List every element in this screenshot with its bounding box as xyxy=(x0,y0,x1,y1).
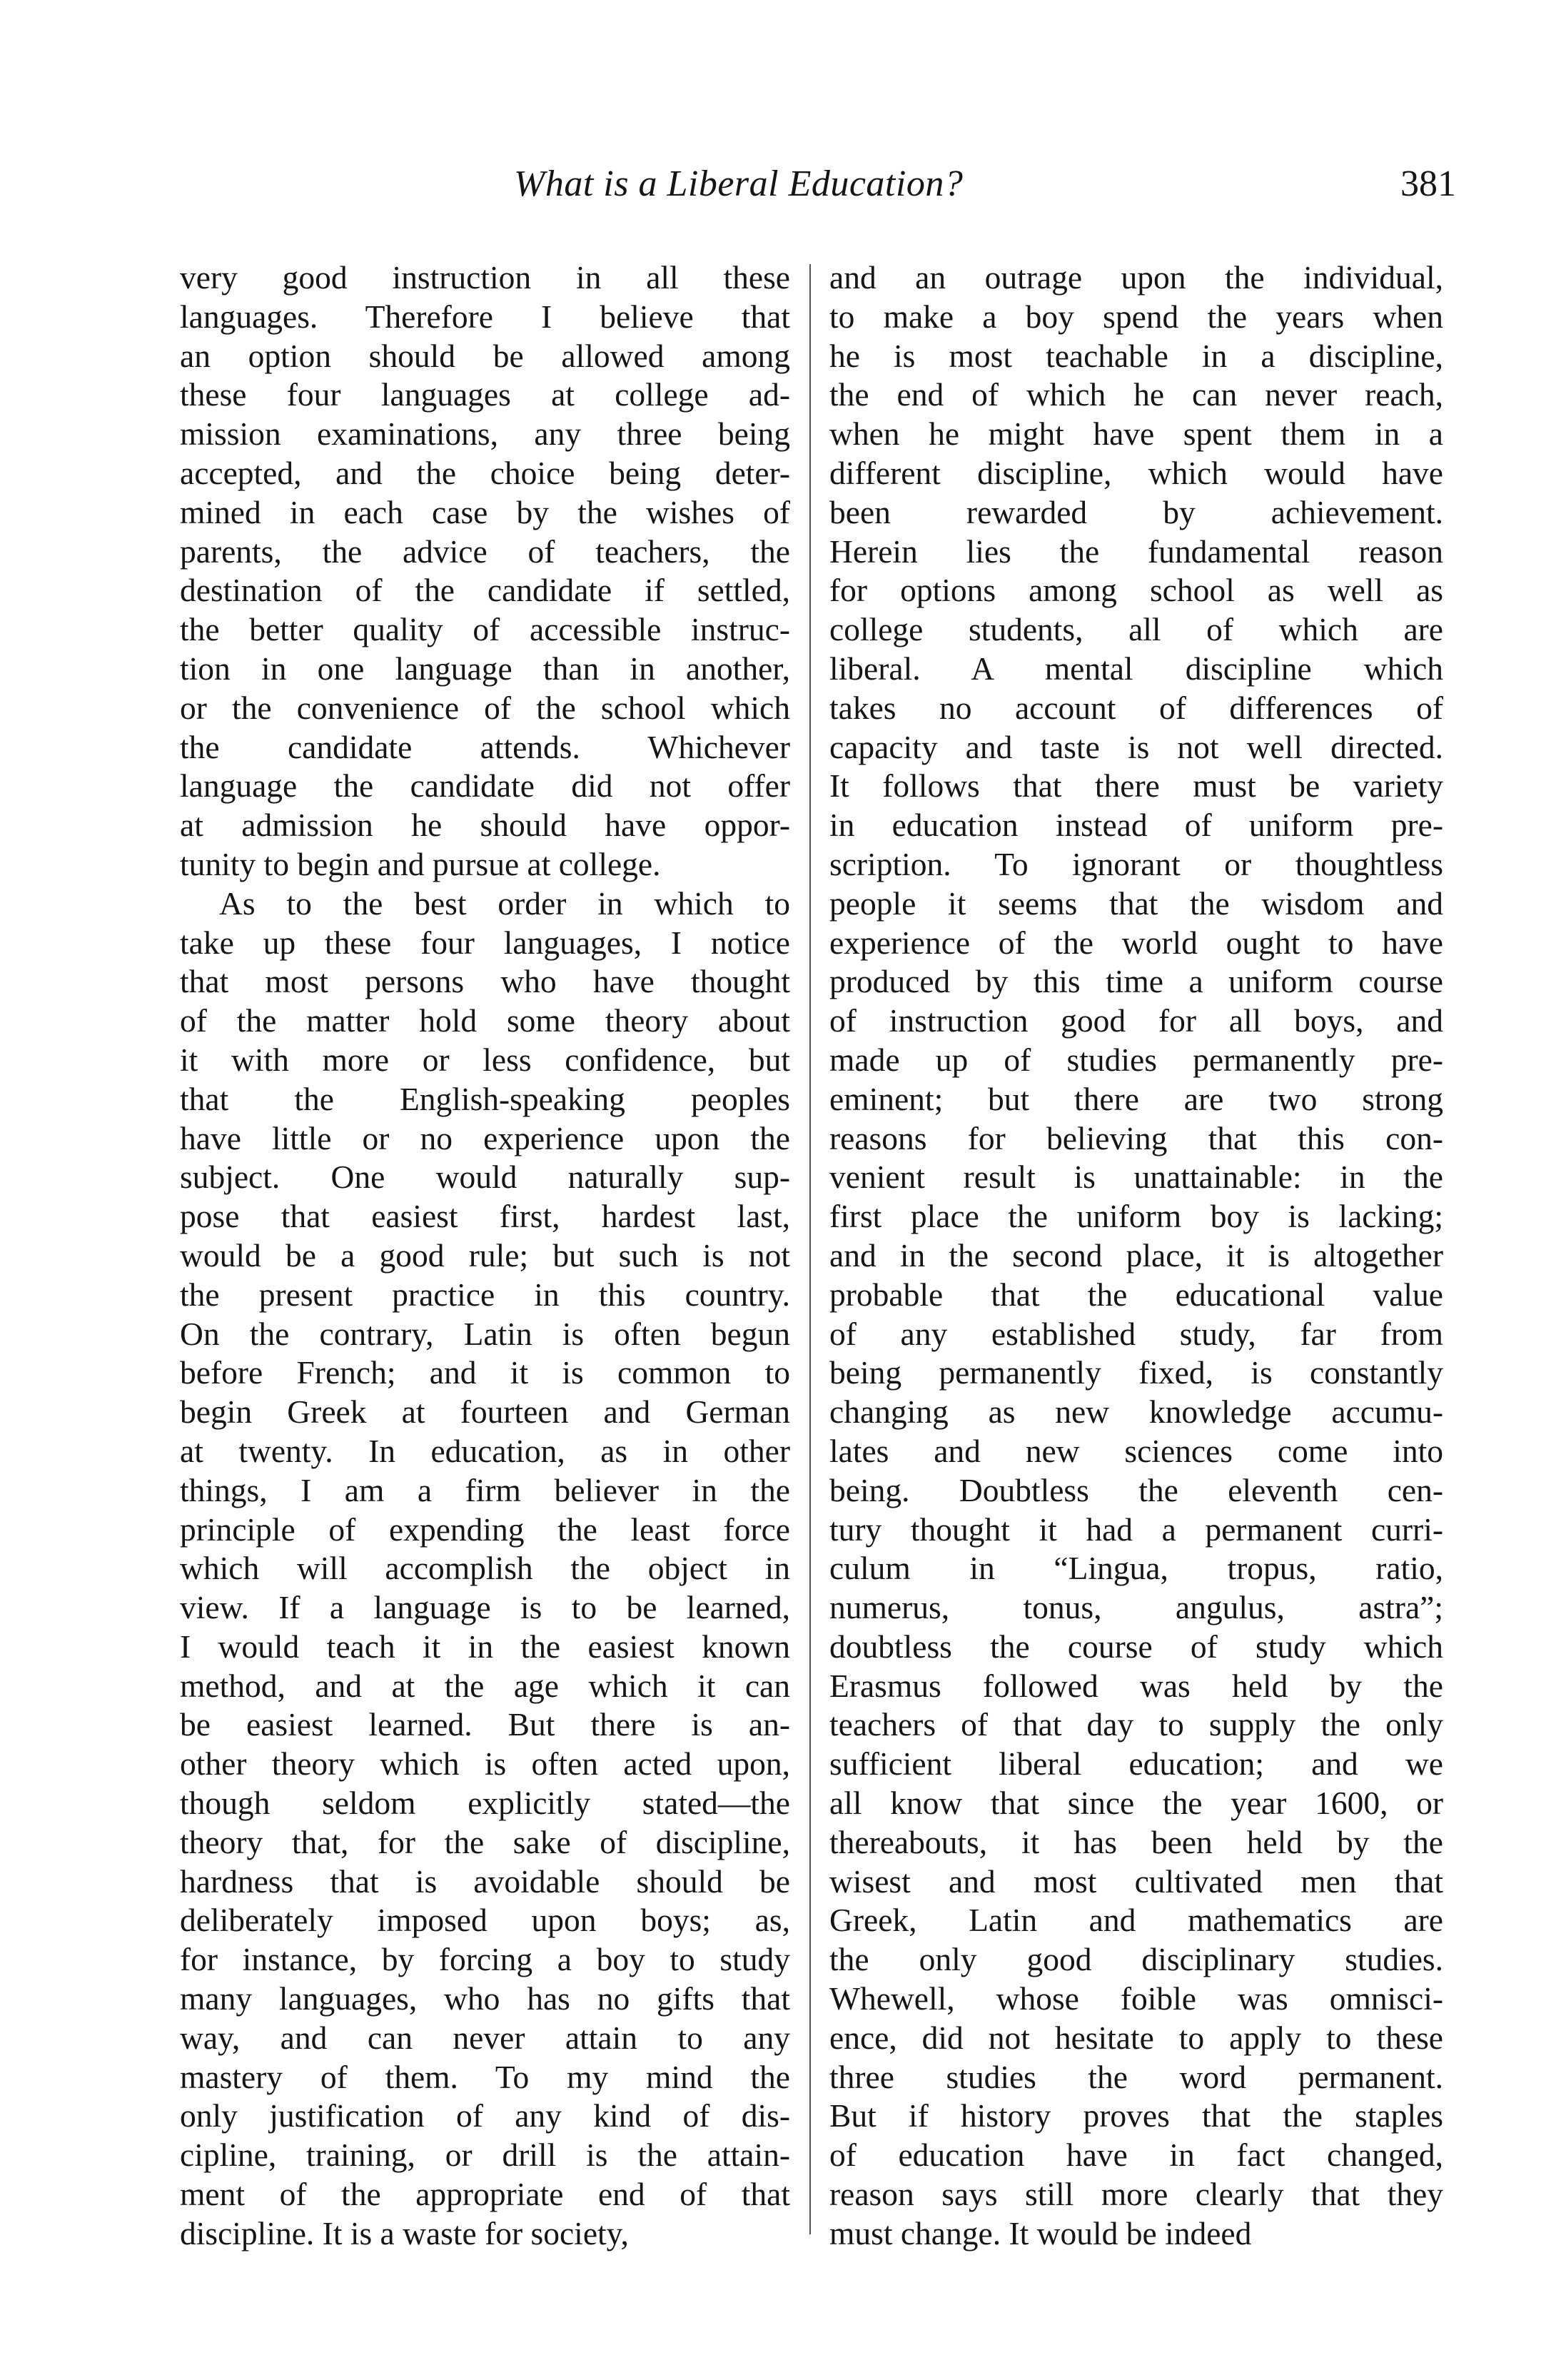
text-line: parents, the advice of teachers, the xyxy=(180,533,790,570)
running-title: What is a Liberal Education? xyxy=(514,163,964,204)
text-line: being permanently fixed, is constantly xyxy=(829,1354,1443,1391)
text-line: only justification of any kind of dis- xyxy=(180,2097,790,2134)
text-line: hardness that is avoidable should be xyxy=(180,1862,790,1900)
right-text-column xyxy=(829,258,1443,2254)
text-line: though seldom explicitly stated—the xyxy=(180,1785,790,1822)
text-line: the better quality of accessible instruc- xyxy=(180,611,790,648)
text-line: or the convenience of the school which xyxy=(180,689,790,726)
text-line: to make a boy spend the years when xyxy=(829,298,1443,335)
text-line: things, I am a firm believer in the xyxy=(180,1471,790,1508)
text-line: the only good disciplinary studies. xyxy=(829,1941,1443,1978)
text-line: different discipline, which would have xyxy=(829,454,1443,491)
text-line: ment of the appropriate end of that xyxy=(180,2176,790,2213)
text-line: mastery of them. To my mind the xyxy=(180,2058,790,2095)
text-line: tury thought it had a permanent curri- xyxy=(829,1511,1443,1548)
text-line: discipline. It is a waste for society, xyxy=(180,2214,629,2252)
text-line: an option should be allowed among xyxy=(180,337,790,374)
text-line: language the candidate did not offer xyxy=(180,767,790,805)
text-line: it with more or less confidence, but xyxy=(180,1041,790,1078)
text-line: venient result is unattainable: in the xyxy=(829,1159,1443,1196)
text-line: eminent; but there are two strong xyxy=(829,1080,1443,1117)
text-line: been rewarded by achievement. xyxy=(829,493,1443,530)
text-line: way, and can never attain to any xyxy=(180,2019,790,2056)
text-line: at admission he should have oppor- xyxy=(180,807,790,844)
text-line: at twenty. In education, as in other xyxy=(180,1432,790,1469)
text-line: As to the best order in which to xyxy=(219,884,790,922)
text-line: and in the second place, it is altogether xyxy=(829,1236,1443,1274)
text-line: Erasmus followed was held by the xyxy=(829,1667,1443,1704)
text-line: numerus, tonus, angulus, astra”; xyxy=(829,1589,1443,1626)
text-line: these four languages at college ad- xyxy=(180,376,790,413)
text-line: for instance, by forcing a boy to study xyxy=(180,1941,790,1978)
text-line: other theory which is often acted upon, xyxy=(180,1745,790,1783)
text-line: Herein lies the fundamental reason xyxy=(829,533,1443,570)
text-line: capacity and taste is not well directed. xyxy=(829,728,1443,765)
page-header xyxy=(178,163,1456,220)
text-line: sufficient liberal education; and we xyxy=(829,1745,1443,1783)
text-line: before French; and it is common to xyxy=(180,1354,790,1391)
text-line: of education have in fact changed, xyxy=(829,2137,1443,2174)
text-line: would be a good rule; but such is not xyxy=(180,1236,790,1274)
text-line: languages. Therefore I believe that xyxy=(180,298,790,335)
text-line: must change. It would be indeed xyxy=(829,2214,1252,2252)
text-line: takes no account of differences of xyxy=(829,689,1443,726)
text-line: first place the uniform boy is lacking; xyxy=(829,1198,1443,1235)
text-line: very good instruction in all these xyxy=(180,259,790,296)
text-line: reason says still more clearly that they xyxy=(829,2176,1443,2213)
text-line: he is most teachable in a discipline, xyxy=(829,337,1443,374)
text-line: wisest and most cultivated men that xyxy=(829,1862,1443,1900)
text-line: the candidate attends. Whichever xyxy=(180,728,790,765)
text-line: On the contrary, Latin is often begun xyxy=(180,1315,790,1352)
text-line: being. Doubtless the eleventh cen- xyxy=(829,1471,1443,1508)
text-line: ence, did not hesitate to apply to these xyxy=(829,2019,1443,2056)
text-line: doubtless the course of study which xyxy=(829,1628,1443,1665)
text-line: destination of the candidate if settled, xyxy=(180,572,790,609)
text-line: three studies the word permanent. xyxy=(829,2058,1443,2095)
text-line: all know that since the year 1600, or xyxy=(829,1785,1443,1822)
text-line: of any established study, far from xyxy=(829,1315,1443,1352)
text-line: principle of expending the least force xyxy=(180,1511,790,1548)
text-line: that the English-speaking peoples xyxy=(180,1080,790,1117)
text-line: take up these four languages, I notice xyxy=(180,924,790,961)
text-line: for options among school as well as xyxy=(829,572,1443,609)
text-line: accepted, and the choice being deter- xyxy=(180,454,790,491)
text-line: reasons for believing that this con- xyxy=(829,1119,1443,1156)
text-line: probable that the educational value xyxy=(829,1276,1443,1313)
text-line: view. If a language is to be learned, xyxy=(180,1589,790,1626)
text-line: deliberately imposed upon boys; as, xyxy=(180,1902,790,1939)
left-text-column xyxy=(180,258,790,2254)
text-line: Greek, Latin and mathematics are xyxy=(829,1902,1443,1939)
text-line: tion in one language than in another, xyxy=(180,650,790,687)
text-line: But if history proves that the staples xyxy=(829,2097,1443,2134)
text-line: people it seems that the wisdom and xyxy=(829,884,1443,922)
text-line: subject. One would naturally sup- xyxy=(180,1159,790,1196)
text-line: changing as new knowledge accumu- xyxy=(829,1393,1443,1431)
text-line: mined in each case by the wishes of xyxy=(180,493,790,530)
text-line: have little or no experience upon the xyxy=(180,1119,790,1156)
text-line: teachers of that day to supply the only xyxy=(829,1706,1443,1743)
text-line: college students, all of which are xyxy=(829,611,1443,648)
text-line: It follows that there must be variety xyxy=(829,767,1443,805)
text-line: lates and new sciences come into xyxy=(829,1432,1443,1469)
text-line: scription. To ignorant or thoughtless xyxy=(829,845,1443,882)
text-line: cipline, training, or drill is the attain- xyxy=(180,2137,790,2174)
text-line: the end of which he can never reach, xyxy=(829,376,1443,413)
text-line: mission examinations, any three being xyxy=(180,415,790,453)
text-line: experience of the world ought to have xyxy=(829,924,1443,961)
text-line: many languages, who has no gifts that xyxy=(180,1980,790,2017)
page-number: 381 xyxy=(1400,163,1456,204)
text-line: Whewell, whose foible was omnisci- xyxy=(829,1980,1443,2017)
text-line: be easiest learned. But there is an- xyxy=(180,1706,790,1743)
text-line: I would teach it in the easiest known xyxy=(180,1628,790,1665)
text-line: which will accomplish the object in xyxy=(180,1550,790,1587)
column-divider xyxy=(809,264,811,2234)
text-line: tunity to begin and pursue at college. xyxy=(180,845,661,882)
text-line: thereabouts, it has been held by the xyxy=(829,1823,1443,1860)
text-line: when he might have spent them in a xyxy=(829,415,1443,453)
text-line: method, and at the age which it can xyxy=(180,1667,790,1704)
text-line: the present practice in this country. xyxy=(180,1276,790,1313)
text-line: culum in “Lingua, tropus, ratio, xyxy=(829,1550,1443,1587)
text-line: begin Greek at fourteen and German xyxy=(180,1393,790,1431)
text-line: made up of studies permanently pre- xyxy=(829,1041,1443,1078)
text-line: that most persons who have thought xyxy=(180,963,790,1000)
text-line: in education instead of uniform pre- xyxy=(829,807,1443,844)
text-line: pose that easiest first, hardest last, xyxy=(180,1198,790,1235)
text-line: liberal. A mental discipline which xyxy=(829,650,1443,687)
text-line: produced by this time a uniform course xyxy=(829,963,1443,1000)
text-line: and an outrage upon the individual, xyxy=(829,259,1443,296)
text-line: theory that, for the sake of discipline, xyxy=(180,1823,790,1860)
text-line: of instruction good for all boys, and xyxy=(829,1002,1443,1039)
text-line: of the matter hold some theory about xyxy=(180,1002,790,1039)
